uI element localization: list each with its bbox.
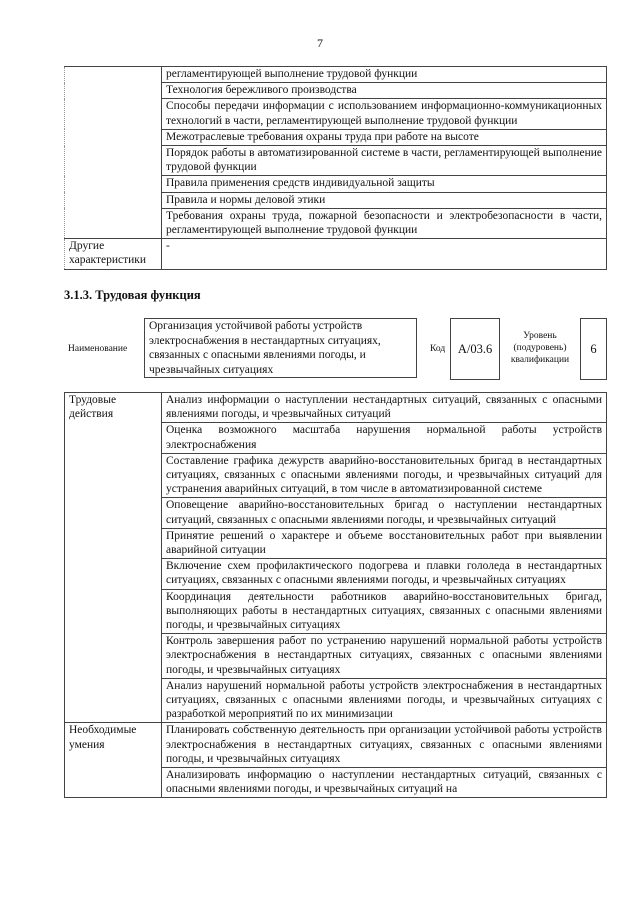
other-characteristics-label: Другие характеристики bbox=[65, 239, 162, 269]
page-number: 7 bbox=[317, 36, 323, 50]
knowledge-table-continued bbox=[64, 66, 607, 270]
function-details-table bbox=[64, 392, 607, 798]
function-header bbox=[64, 318, 607, 380]
action-item: Анализ информации о наступлении нестандартных ситуаций, связанных с опасными явлениями погоды, и чрезвычайных ситуаций bbox=[162, 393, 607, 423]
skills-label: Необходимые умения bbox=[65, 723, 162, 798]
skill-item: Анализировать информацию о наступлении нестандартных ситуаций, связанных с опасными явлениями погоды, и чрезвычайных ситуаций на bbox=[162, 768, 607, 798]
knowledge-row: Способы передачи информации с использованием информационно-коммуникационных технологий в части, регламентирующей выполнение трудовой функции bbox=[162, 99, 607, 129]
knowledge-row: Правила применения средств индивидуальной защиты bbox=[162, 176, 607, 192]
level-value-box: 6 bbox=[580, 318, 607, 380]
knowledge-row: регламентирующей выполнение трудовой функции bbox=[162, 67, 607, 83]
skill-item: Планировать собственную деятельность при организации устойчивой работы устройств электроснабжения в нестандартных ситуациях, связанных с опасными явлениями погоды, и чрезвычайных ситуациях bbox=[162, 723, 607, 768]
code-value-box: А/03.6 bbox=[450, 318, 500, 380]
action-item: Включение схем профилактического подогрева и плавки гололеда в нестандартных ситуациях, связанных с опасными явлениями погоды, и чрезвычайных ситуациях bbox=[162, 559, 607, 589]
action-item: Координация деятельности работников аварийно-восстановительных бригад, выполняющих работы в нестандартных ситуациях, связанных с опасными явлениями погоды, и чрезвычайных ситуациях bbox=[162, 589, 607, 634]
knowledge-row: Межотраслевые требования охраны труда при работе на высоте bbox=[162, 129, 607, 145]
action-item: Принятие решений о характере и объеме восстановительных работ при выявлении аварийной ситуации bbox=[162, 528, 607, 558]
action-item: Контроль завершения работ по устранению нарушений нормальной работы устройств электроснабжения в нестандартных ситуациях, связанных с опасными явлениями погоды, и чрезвычайных ситуациях bbox=[162, 634, 607, 679]
name-label: Наименование bbox=[68, 344, 128, 354]
action-item: Составление графика дежурств аварийно-восстановительных бригад в нестандартных ситуациях, связанных с опасными явлениями погоды, и чрезвычайных ситуаций для устранения аварийных ситуаций, в том числе в автоматизированной системе bbox=[162, 453, 607, 498]
action-item: Оповещение аварийно-восстановительных бригад о наступлении нестандартных ситуаций, связанных с опасными явлениями погоды, и чрезвычайных ситуаций bbox=[162, 498, 607, 528]
action-item: Оценка возможного масштаба нарушения нормальной работы устройств электроснабжения bbox=[162, 423, 607, 453]
function-name-box: Организация устойчивой работы устройств электроснабжения в нестандартных ситуациях, связанных с опасными явлениями погоды, и чрезвычайных ситуациях bbox=[144, 318, 417, 378]
level-label: Уровень (подуровень) квалификации bbox=[510, 331, 570, 365]
actions-label: Трудовые действия bbox=[65, 393, 162, 723]
section-title: 3.1.3. Трудовая функция bbox=[64, 288, 201, 302]
knowledge-row: Требования охраны труда, пожарной безопасности и электробезопасности в части, регламентирующей выполнение трудовой функции bbox=[162, 208, 607, 238]
action-item: Анализ нарушений нормальной работы устройств электроснабжения в нестандартных ситуациях, связанных с опасными явлениями погоды, и чрезвычайных ситуациях с разработкой мероприятий по их минимизации bbox=[162, 678, 607, 723]
knowledge-label-cell bbox=[65, 67, 162, 239]
code-label: Код bbox=[430, 344, 446, 354]
other-characteristics-value: - bbox=[162, 239, 607, 269]
knowledge-row: Технология бережливого производства bbox=[162, 83, 607, 99]
knowledge-row: Порядок работы в автоматизированной системе в части, регламентирующей выполнение трудовой функции bbox=[162, 146, 607, 176]
knowledge-row: Правила и нормы деловой этики bbox=[162, 192, 607, 208]
